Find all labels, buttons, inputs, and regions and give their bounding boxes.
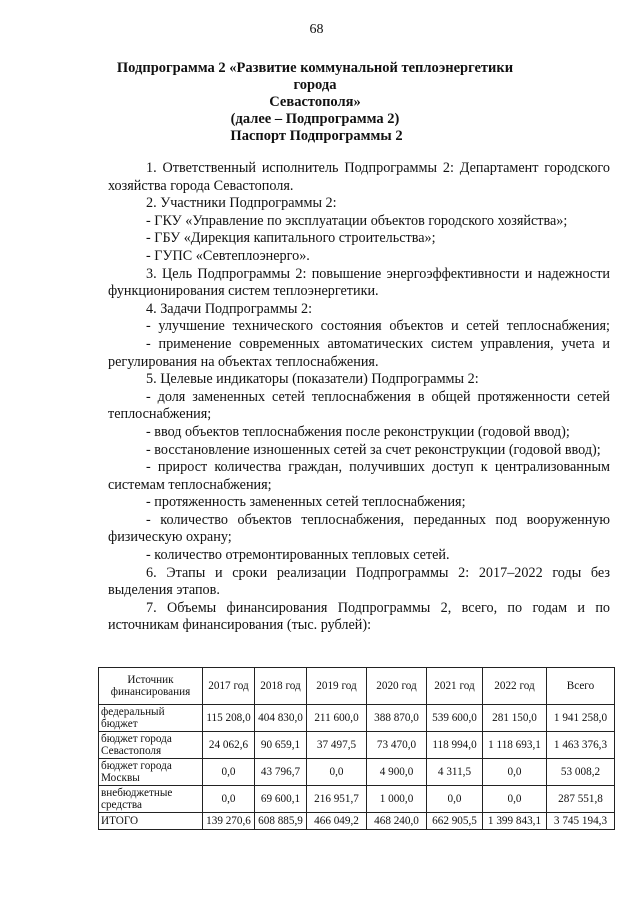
column-header: 2017 год [203,668,255,705]
table-cell: 118 994,0 [427,732,483,759]
paragraph-financing: 7. Объемы финансирования Подпрограммы 2, всего, по годам и по источникам финансирования (тыс. рублей): [108,599,610,634]
table-cell: 281 150,0 [483,705,547,732]
table-cell: 1 941 258,0 [547,705,615,732]
paragraph-goal: 3. Цель Подпрограммы 2: повышение энергоэффективности и надежности функционирования систем теплоэнергетики. [108,265,610,300]
table-cell: ИТОГО [99,813,203,830]
table-cell: 1 463 376,3 [547,732,615,759]
table-cell: бюджет города Москвы [99,759,203,786]
title-line-1: Подпрограмма 2 «Развитие коммунальной теплоэнергетики города [116,60,514,93]
table-row [99,705,615,732]
table-cell: внебюджетные средства [99,786,203,813]
table-cell: 1 399 843,1 [483,813,547,830]
table-cell: 4 900,0 [367,759,427,786]
column-header: Всего [547,668,615,705]
subprogram-title [95,60,535,128]
table-cell: 139 270,6 [203,813,255,830]
indicator-item: - восстановление изношенных сетей за счет реконструкции (годовой ввод); [146,441,601,458]
indicator-item: - количество отремонтированных тепловых сетей. [146,547,450,564]
financing-table [98,667,615,830]
passport-heading: Паспорт Подпрограммы 2 [230,128,403,144]
column-header: 2022 год [483,668,547,705]
table-row-total [99,813,615,830]
table-cell: 216 951,7 [307,786,367,813]
table-cell: 53 008,2 [547,759,615,786]
indicator-item: - протяженность замененных сетей теплоснабжения; [146,494,466,511]
table-row [99,759,615,786]
table-cell: 24 062,6 [203,732,255,759]
table-cell: 43 796,7 [255,759,307,786]
indicator-item: - доля замененных сетей теплоснабжения в общей протяженности сетей теплоснабжения; [108,388,610,423]
table-cell: 287 551,8 [547,786,615,813]
table-cell: 404 830,0 [255,705,307,732]
table-cell: 115 208,0 [203,705,255,732]
table-cell: 0,0 [483,786,547,813]
table-cell: 468 240,0 [367,813,427,830]
table-cell: 1 000,0 [367,786,427,813]
table-cell: 466 049,2 [307,813,367,830]
table-cell: 388 870,0 [367,705,427,732]
table-cell: 69 600,1 [255,786,307,813]
participant-item: - ГКУ «Управление по эксплуатации объектов городского хозяйства»; [146,212,568,229]
table-cell: 0,0 [483,759,547,786]
table-cell: 73 470,0 [367,732,427,759]
table-cell: 211 600,0 [307,705,367,732]
table-cell: бюджет города Севастополя [99,732,203,759]
participant-item: - ГУПС «Севтеплоэнерго». [146,247,310,264]
indicator-item: - ввод объектов теплоснабжения после реконструкции (годовой ввод); [146,423,570,440]
column-header: 2019 год [307,668,367,705]
table-cell: 662 905,5 [427,813,483,830]
paragraph-participants: 2. Участники Подпрограммы 2: [146,195,337,212]
title-line-3: (далее – Подпрограмма 2) [230,111,400,127]
paragraph-stages: 6. Этапы и сроки реализации Подпрограммы 2: 2017–2022 годы без выделения этапов. [108,564,610,599]
passport-body [108,160,610,635]
page-number: 68 [309,22,324,37]
table-cell: 0,0 [203,759,255,786]
task-item: - улучшение технического состояния объектов и сетей теплоснабжения; [146,318,610,335]
title-line-2: Севастополя» [269,94,361,110]
table-cell: 3 745 194,3 [547,813,615,830]
table-cell: 539 600,0 [427,705,483,732]
table-cell: 0,0 [307,759,367,786]
paragraph-indicators: 5. Целевые индикаторы (показатели) Подпрограммы 2: [146,371,479,388]
table-cell: 4 311,5 [427,759,483,786]
column-header: 2018 год [255,668,307,705]
table-row [99,786,615,813]
table-cell: федеральный бюджет [99,705,203,732]
participant-item: - ГБУ «Дирекция капитального строительства»; [146,230,436,247]
column-header: Источник финансирования [99,668,203,705]
column-header: 2021 год [427,668,483,705]
table-cell: 37 497,5 [307,732,367,759]
table-cell: 90 659,1 [255,732,307,759]
table-cell: 1 118 693,1 [483,732,547,759]
column-header: 2020 год [367,668,427,705]
paragraph-tasks: 4. Задачи Подпрограммы 2: [146,300,313,317]
table-cell: 0,0 [427,786,483,813]
table-header-row [99,668,615,705]
task-item: - применение современных автоматических систем управления, учета и регулирования на объектах теплоснабжения. [108,335,610,370]
table-row [99,732,615,759]
table-cell: 0,0 [203,786,255,813]
paragraph-responsible: 1. Ответственный исполнитель Подпрограммы 2: Департамент городского хозяйства города Севастополя. [108,160,610,194]
indicator-item: - прирост количества граждан, получивших доступ к централизованным системам теплоснабжения; [108,459,610,493]
table-cell: 608 885,9 [255,813,307,830]
indicator-item: - количество объектов теплоснабжения, переданных под вооруженную физическую охрану; [108,511,610,546]
